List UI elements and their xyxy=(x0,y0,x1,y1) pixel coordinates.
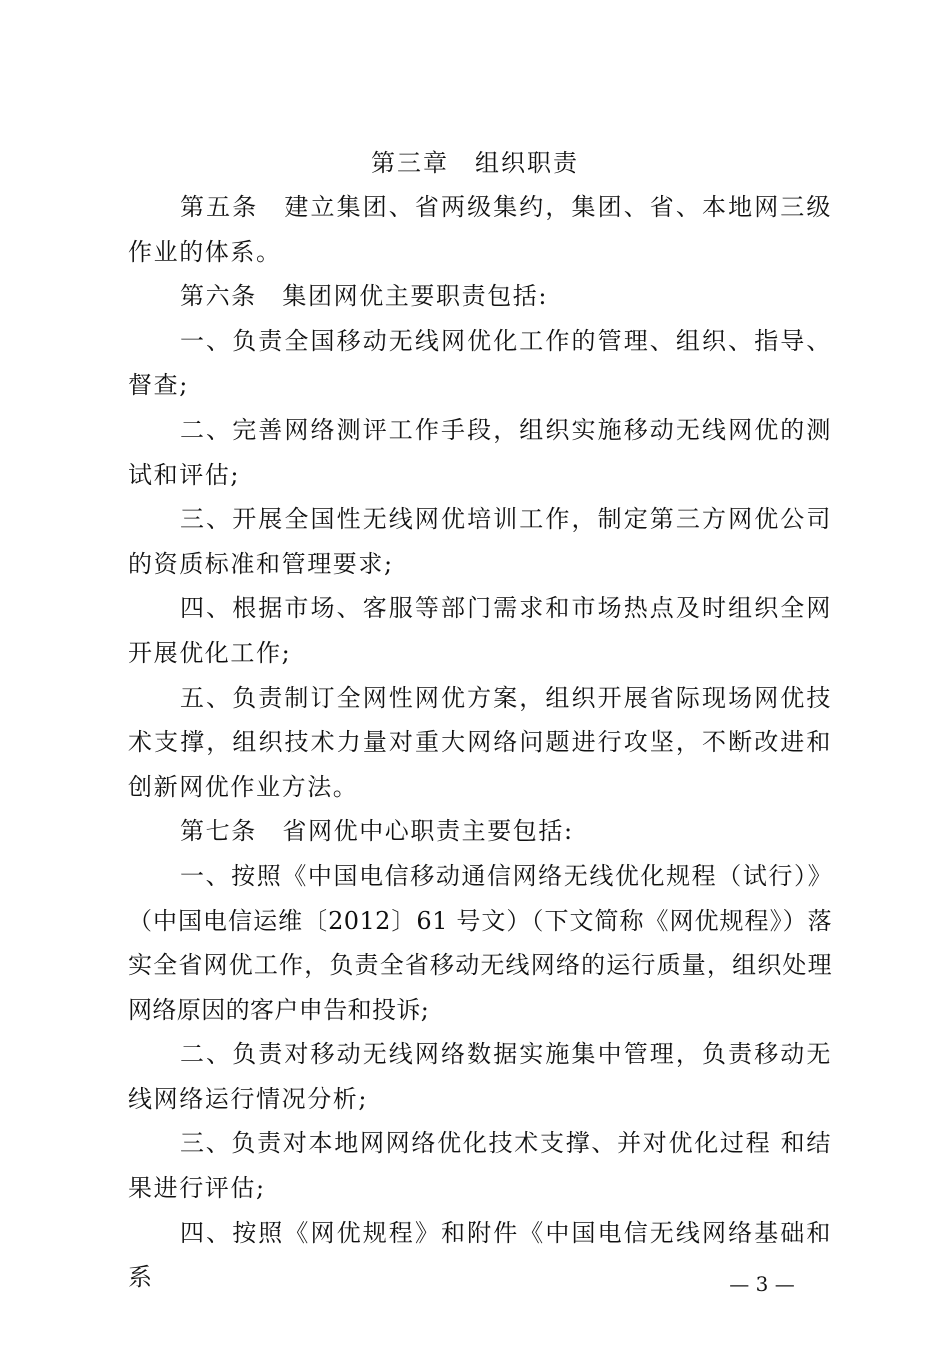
paragraph-article-7-item-2: 二、负责对移动无线网络数据实施集中管理，负责移动无线网络运行情况分析; xyxy=(128,1040,832,1113)
paragraph-article-6-item-2: 二、完善网络测评工作手段，组织实施移动无线网优的测试和评估; xyxy=(128,415,832,489)
paragraph-article-7-item-3: 三、负责对本地网网络优化技术支撑、并对优化过程 和结果进行评估; xyxy=(128,1129,832,1203)
chapter-title: 第三章 组织职责 xyxy=(371,149,579,177)
paragraph-article-6-item-1: 一、负责全国移动无线网优化工作的管理、组织、指导、督查; xyxy=(128,326,832,400)
paragraph-article-6-item-3: 三、开展全国性无线网优培训工作，制定第三方网优公司的资质标准和管理要求; xyxy=(128,505,832,578)
paragraph-article-5: 第五条 建立集团、省两级集约，集团、省、本地网三级作业的体系。 xyxy=(128,193,832,266)
document-body xyxy=(128,185,832,1300)
page-number: — 3 — xyxy=(729,1272,795,1296)
paragraph-article-6-item-4: 四、根据市场、客服等部门需求和市场热点及时组织全网开展优化工作; xyxy=(128,594,832,667)
paragraph-article-7: 第七条 省网优中心职责主要包括: xyxy=(180,817,574,846)
paragraph-article-6-item-5: 五、负责制订全网性网优方案，组织开展省际现场网优技术支撑，组织技术力量对重大网络问题进行攻坚，不断改进和创新网优作业方法。 xyxy=(128,683,832,801)
paragraph-article-6: 第六条 集团网优主要职责包括: xyxy=(180,282,549,311)
paragraph-article-7-item-4: 四、按照《网优规程》和附件《中国电信无线网络基础和系 xyxy=(128,1218,832,1292)
paragraph-article-7-item-1: 一、按照《中国电信移动通信网络无线优化规程（试行）》（中国电信运维〔2012〕61 号文）（下文简称《网优规程》）落实全省网优工作，负责全省移动无线网络的运行质量，组织处理网络原因的客户申告和投诉; xyxy=(128,861,832,1024)
